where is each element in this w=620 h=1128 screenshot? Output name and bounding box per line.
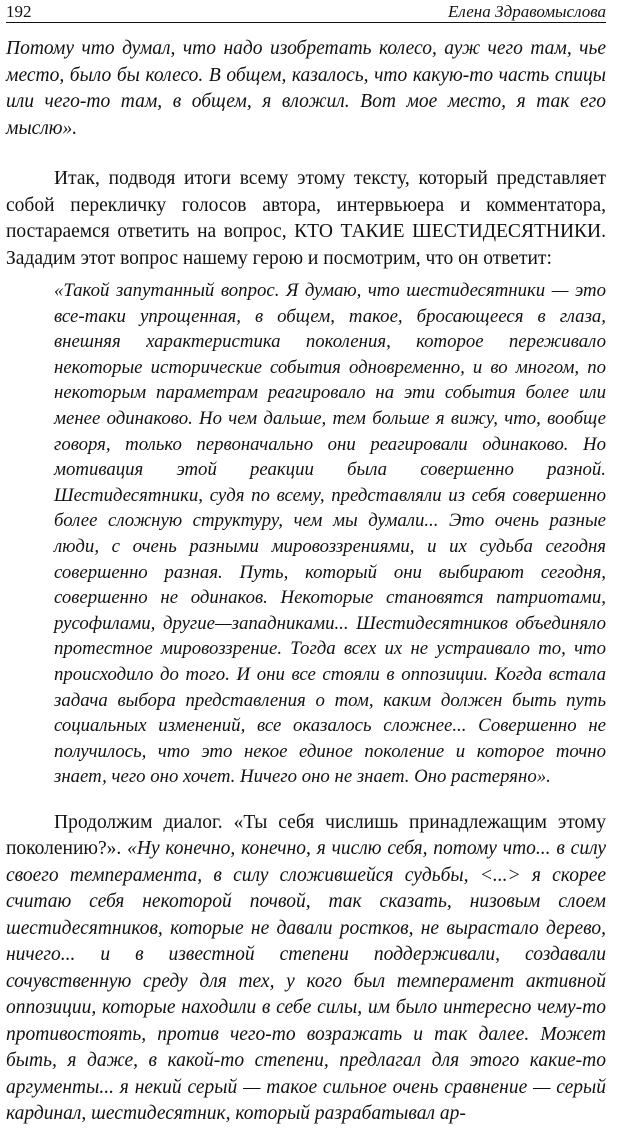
paragraph-dialogue <box>6 810 606 1128</box>
paragraph-summary: Итак, подводя итоги всему этому тексту, который представляет собой перекличку голосов автора, интервьюера и комментатора, постараемся ответить на вопрос, КТО ТАКИЕ ШЕСТИДЕСЯТНИКИ. Зададим этот вопрос нашему герою и посмотрим, что он ответит: <box>6 168 606 269</box>
paragraph-quote-ending: Потому что думал, что надо изобретать колесо, ауж чего там, чье место, было бы колесо. В общем, казалось, что какую-то часть спицы или чего-то там, в общем, я вложил. Вот мое место, я так его мыслю». <box>6 38 606 139</box>
dialogue-question: Продолжим диалог. «Ты себя числишь принадлежащим этому поколению?». <box>6 811 606 860</box>
running-header <box>6 0 606 22</box>
page-number: 192 <box>6 2 32 21</box>
running-author: Елена Здравомыслова <box>448 2 606 21</box>
dialogue-answer: «Ну конечно, конечно, я числю себя, потому что... в силу своего темперамента, в силу сложившейся судьбы, <...> я скорее считаю себя некоторой почвой, так сказать, низовым слоем шестидесятников, которые не давали ростков, не вырастало дерево, ничего... и в известной степени поддерживали, создавали сочувственную среду для тех, у кого был темперамент активной оппозиции, которые находили в себе силы, им было интересно чему-то противостоять, против чего-то возражать и так далее. Может быть, я даже, в какой-то степени, предлагал для этого какие-то аргументы... я некий серый — такое сильное очень сравнение — серый кардинал, шестидесятник, который разрабатывал ар- <box>6 838 606 1125</box>
block-quote: «Такой запутанный вопрос. Я думаю, что шестидесятники — это все-таки упрощенная, в общем, такое, бросающееся в глаза, внешняя характеристика поколения, которое переживало некоторые исторические события одновременно, и во многом, по некоторым параметрам реагировало на эти события более или менее одинаково. Но чем дальше, тем больше я вижу, что, вообще говоря, только первоначально они реагировали одинаково. Но мотивация этой реакции была совершенно разной. Шестидесятники, судя по всему, представляли из себя совершенно более сложную структуру, чем мы думали... Это очень разные люди, с очень разными мировоззрениями, и их судьба сегодня совершенно разная. Путь, который они выбирают сегодня, совершенно не одинаков. Некоторые становятся патриотами, русофилами, другие—западниками... Шестидесятников объединяло протестное мировоззрение. Тогда всех их не устраивало то, что происходило до того. И они все стояли в оппозиции. Когда встала задача выбора представления о том, каким должен быть путь социальных изменений, все оказалось сложнее... Совершенно не получилось, что это некое единое поколение и которое точно знает, чего оно хочет. Ничего оно не знает. Оно растеряно». <box>54 280 606 788</box>
page-body <box>6 36 606 1128</box>
header-rule <box>6 22 606 23</box>
